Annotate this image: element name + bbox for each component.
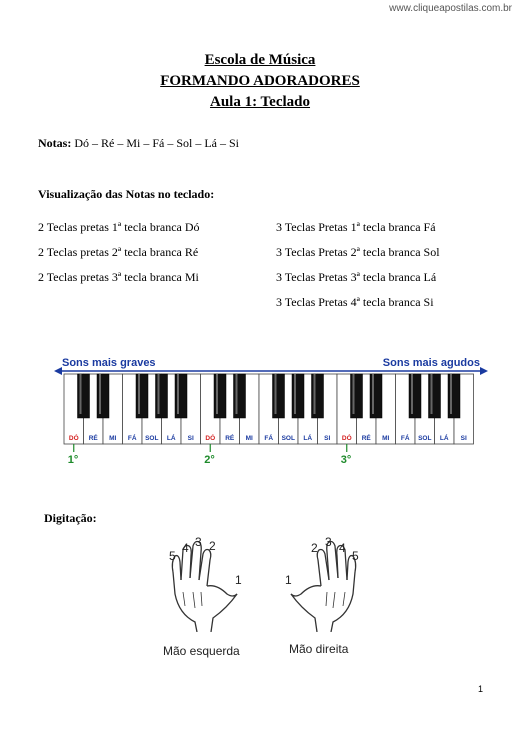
- left-finger-number: 1: [235, 573, 242, 587]
- key-label: DÓ: [205, 435, 216, 442]
- black-key-shine: [177, 374, 179, 414]
- right-hand-label: Mão direita: [289, 642, 349, 656]
- page-number: 1: [478, 684, 484, 694]
- left-rule: 2 Teclas pretas 1ª tecla branca Dó: [38, 220, 200, 234]
- key-label: DÓ: [68, 435, 79, 442]
- black-key-shine: [158, 374, 160, 414]
- key-label: LÁ: [439, 435, 449, 442]
- site-url: www.cliqueapostilas.com.br: [389, 3, 512, 14]
- black-key-shine: [450, 374, 452, 414]
- piano-keyboard: [52, 352, 488, 464]
- right-rule: 3 Teclas Pretas 1ª tecla branca Fá: [276, 220, 436, 234]
- black-key: [273, 374, 285, 418]
- black-key: [156, 374, 168, 418]
- black-key: [292, 374, 304, 418]
- left-finger-number: 5: [169, 549, 176, 563]
- black-key: [448, 374, 460, 418]
- black-key: [429, 374, 441, 418]
- right-finger-number: 4: [339, 541, 346, 555]
- right-finger-number: 5: [352, 549, 359, 563]
- key-label: RÉ: [361, 435, 371, 442]
- black-key: [409, 374, 421, 418]
- key-label: FÁ: [127, 435, 137, 442]
- key-label: RÉ: [88, 435, 98, 442]
- key-label: LÁ: [303, 435, 313, 442]
- key-label: SOL: [145, 435, 159, 442]
- key-label: SI: [187, 435, 194, 442]
- key-label: SI: [324, 435, 331, 442]
- black-key: [370, 374, 382, 418]
- black-key-shine: [314, 374, 316, 414]
- black-key-shine: [275, 374, 277, 414]
- key-label: LÁ: [166, 435, 176, 442]
- black-key-shine: [216, 374, 218, 414]
- ministry-title: FORMANDO ADORADORES: [160, 73, 360, 89]
- left-rule: 2 Teclas pretas 3ª tecla branca Mi: [38, 270, 199, 284]
- key-label: RÉ: [225, 435, 235, 442]
- left-finger-number: 4: [182, 541, 189, 555]
- hands-illustration: [155, 532, 375, 632]
- left-hand-label: Mão esquerda: [163, 644, 240, 658]
- visualization-heading: Visualização das Notas no teclado:: [38, 187, 215, 201]
- notes-line: [38, 136, 239, 151]
- black-key-shine: [372, 374, 374, 414]
- black-key-shine: [99, 374, 101, 414]
- black-key-shine: [353, 374, 355, 414]
- black-key-shine: [294, 374, 296, 414]
- black-key-shine: [138, 374, 140, 414]
- right-rule: 3 Teclas Pretas 4ª tecla branca Si: [276, 295, 434, 309]
- black-key: [351, 374, 363, 418]
- black-key: [136, 374, 148, 418]
- black-key: [175, 374, 187, 418]
- school-title: Escola de Música: [204, 52, 316, 68]
- key-label: FÁ: [400, 435, 410, 442]
- key-label: FÁ: [264, 435, 274, 442]
- black-key-shine: [236, 374, 238, 414]
- left-finger-number: 2: [209, 539, 216, 553]
- key-label: DÓ: [341, 435, 352, 442]
- right-finger-number: 1: [285, 573, 292, 587]
- black-key: [234, 374, 246, 418]
- black-key-shine: [411, 374, 413, 414]
- left-finger-number: 3: [195, 535, 202, 549]
- black-key-shine: [431, 374, 433, 414]
- lesson-title: Aula 1: Teclado: [209, 94, 311, 110]
- black-key: [78, 374, 90, 418]
- black-key-shine: [80, 374, 82, 414]
- black-key: [312, 374, 324, 418]
- notes-label: Notas:: [38, 136, 72, 150]
- key-label: MI: [109, 435, 117, 442]
- fingering-heading: Digitação:: [44, 511, 97, 525]
- high-sounds-label: Sons mais agudos: [382, 357, 480, 369]
- left-rule: 2 Teclas pretas 2ª tecla branca Ré: [38, 245, 199, 259]
- octave-mark: 1°: [67, 454, 79, 464]
- right-finger-number: 2: [311, 541, 318, 555]
- notes-text: Dó – Ré – Mi – Fá – Sol – Lá – Si: [74, 136, 239, 150]
- key-label: MI: [245, 435, 253, 442]
- right-hand-icon: [291, 542, 356, 633]
- left-hand-icon: [172, 542, 237, 633]
- key-label: SI: [460, 435, 467, 442]
- key-label: SOL: [281, 435, 295, 442]
- octave-mark: 3°: [340, 454, 352, 464]
- octave-mark: 2°: [204, 454, 215, 464]
- key-label: MI: [382, 435, 390, 442]
- right-rule: 3 Teclas Pretas 2ª tecla branca Sol: [276, 245, 440, 259]
- key-label: SOL: [418, 435, 432, 442]
- black-key: [97, 374, 109, 418]
- right-rule: 3 Teclas Pretas 3ª tecla branca Lá: [276, 270, 437, 284]
- black-key: [214, 374, 226, 418]
- low-sounds-label: Sons mais graves: [62, 357, 156, 369]
- right-finger-number: 3: [325, 535, 332, 549]
